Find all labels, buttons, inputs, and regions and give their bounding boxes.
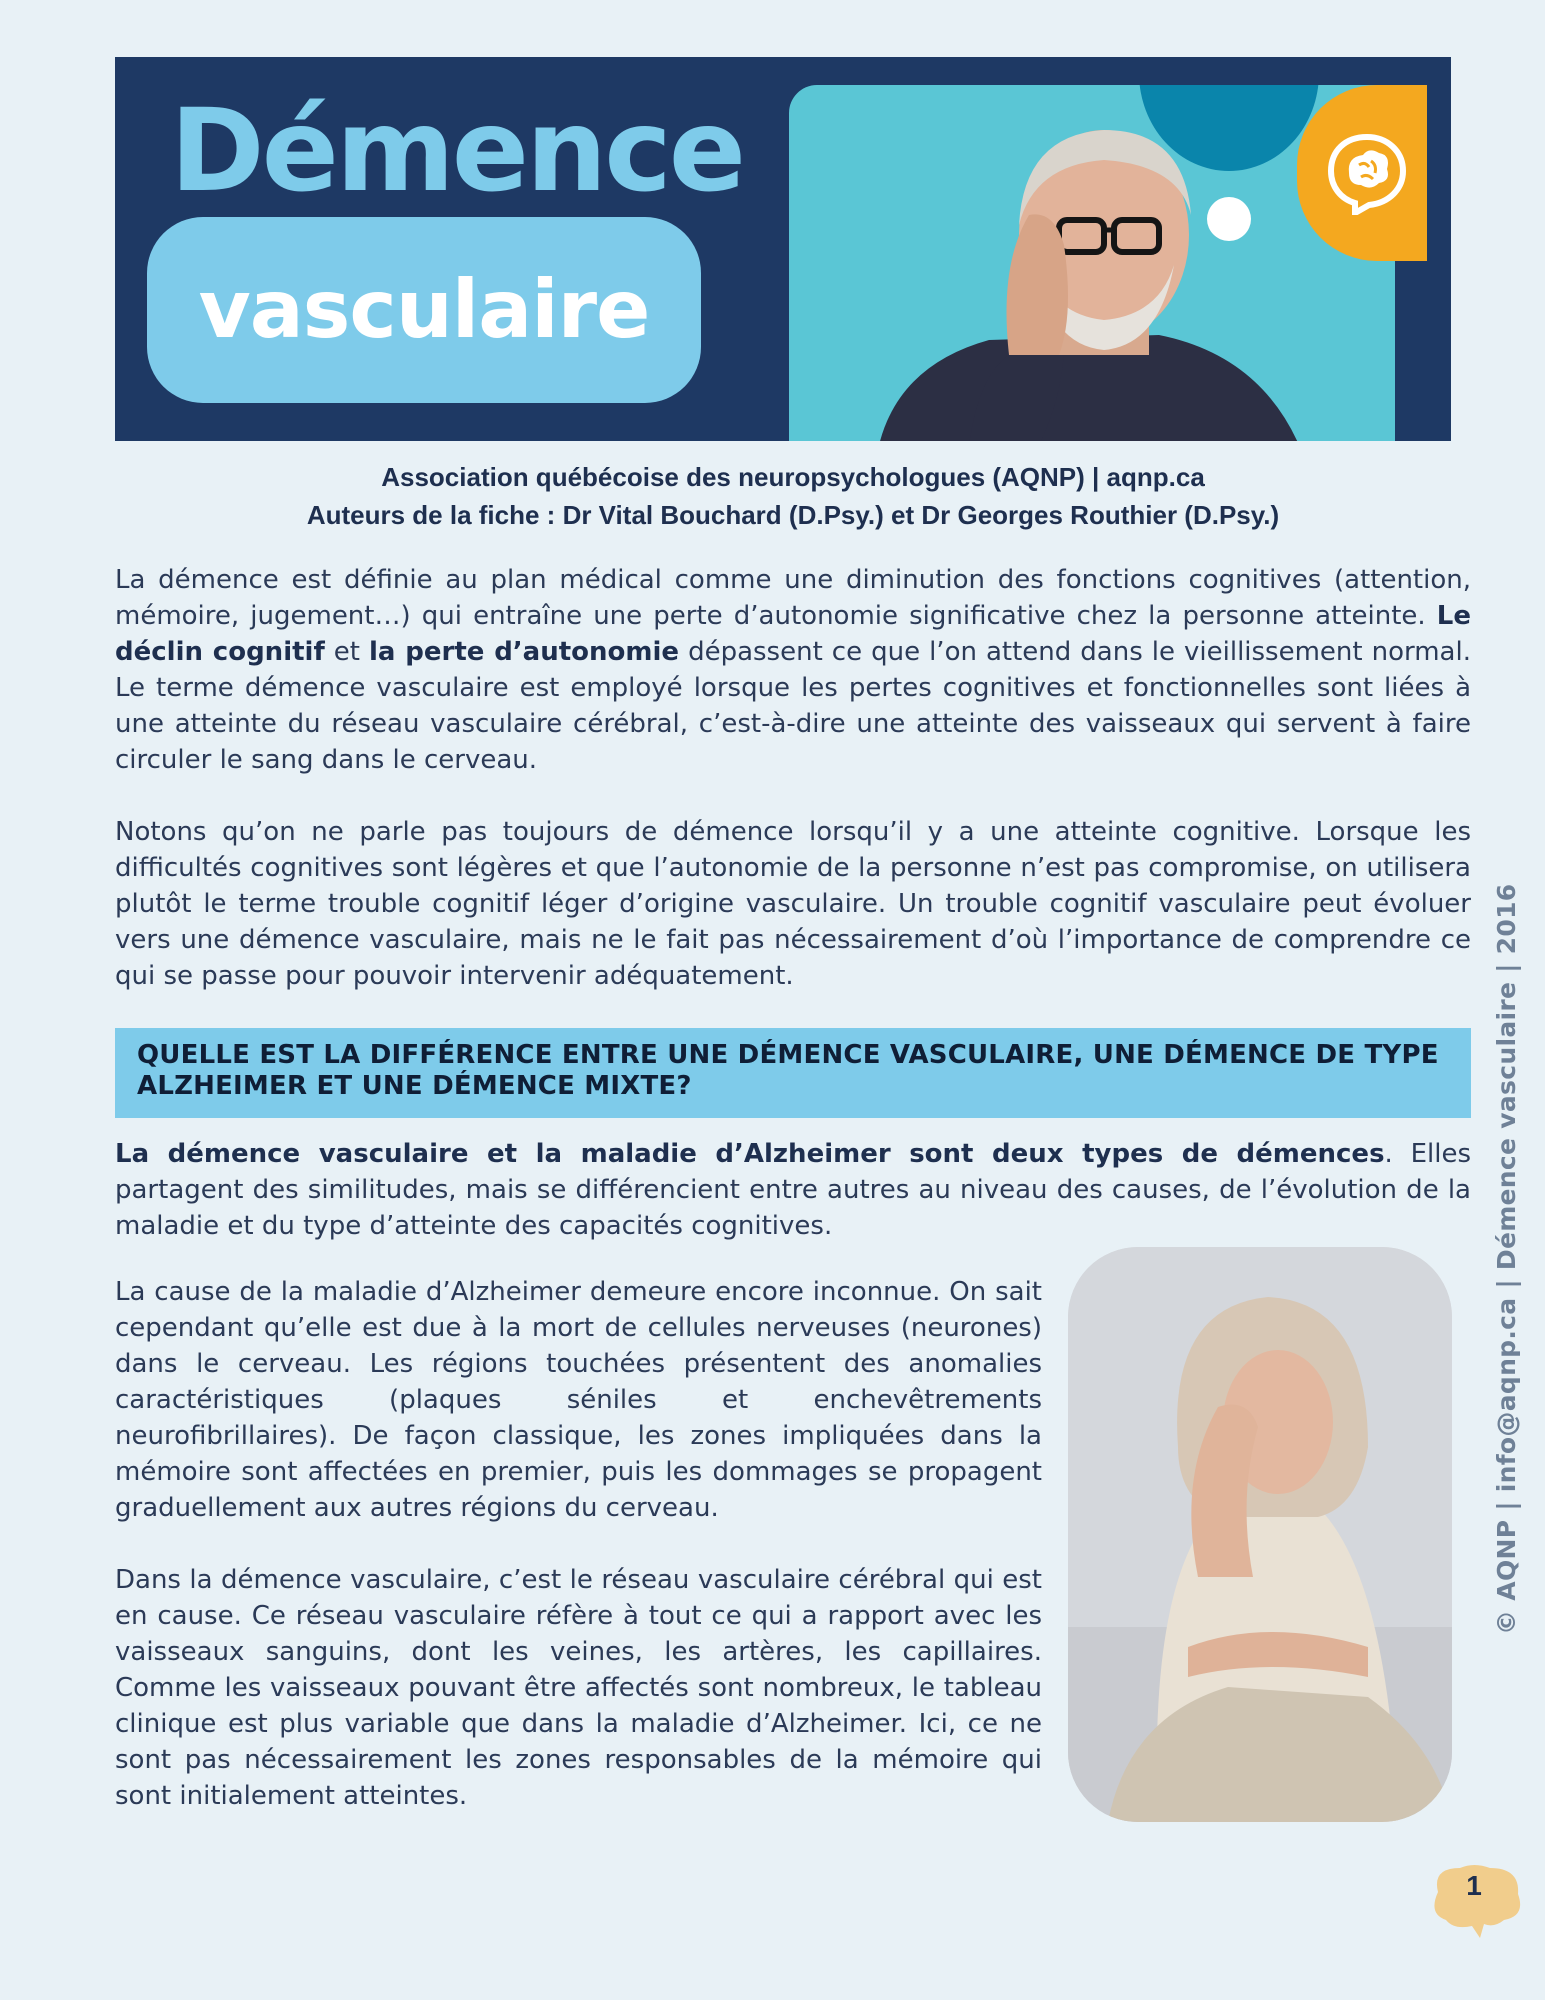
authors-line: Auteurs de la fiche : Dr Vital Bouchard (D.Psy.) et Dr Georges Routhier (D.Psy.) <box>306 500 1280 530</box>
section-paragraph-2: La cause de la maladie d’Alzheimer demeure encore inconnue. On sait cependant qu’elle est due à la mort de cellules nerveuses (neurones) dans le cerveau. Les régions touchées présentent des anomalies caractéristiques (plaques séniles et enchevêtrements neurofibrillaires). De façon classique, les zones impliquées dans la mémoire sont affectées en premier, puis les dommages se propagent graduellement aux autres régions du cerveau. <box>115 1277 1042 1523</box>
text-run: La démence est définie au plan médical comme une diminution des fonctions cognitives (attention, mémoire, jugement…) qui entraîne une perte d’autonomie significative chez la personne atteinte. <box>115 565 1471 631</box>
section-paragraph-1 <box>115 1136 1471 1244</box>
section-paragraph-3: Dans la démence vasculaire, c’est le réseau vasculaire cérébral qui est en cause. Ce réseau vasculaire réfère à tout ce qui a rapport avec les vaisseaux sanguins, dont les veines, les artères, les capillaires. Comme les vaisseaux pouvant être affectés sont nombreux, le tableau clinique est plus variable que dans la maladie d’Alzheimer. Ici, ce ne sont pas nécessairement les zones responsables de la mémoire qui sont initialement atteintes. <box>115 1565 1042 1811</box>
woman-photo <box>1068 1247 1452 1822</box>
bold-run: la perte d’autonomie <box>369 637 680 667</box>
woman-illustration <box>1068 1247 1452 1822</box>
text-run: dépassent ce que l’on attend dans le vieillissement normal. Le terme démence vasculaire est employé lorsque les pertes cognitives et fonctionnelles sont liées à une atteinte du réseau vasculaire cérébral, c’est-à-dire une atteinte des vaisseaux qui servent à faire circuler le sang dans le cerveau. <box>115 637 1471 775</box>
vertical-footer-text: © AQNP | info@aqnp.ca | Démence vasculaire | 2016 <box>1492 883 1521 1635</box>
title-line-2: vasculaire <box>198 263 650 356</box>
text-run: . Elles partagent des similitudes, mais se différencient entre autres au niveau des causes, de l’évolution de la maladie et du type d’atteinte des capacités cognitives. <box>115 1139 1471 1241</box>
brain-speech-bubble-icon <box>1325 131 1409 215</box>
title-pill <box>147 217 701 403</box>
bold-run: Le déclin cognitif <box>115 601 1471 667</box>
association-line: Association québécoise des neuropsychologues (AQNP) | aqnp.ca <box>381 462 1205 492</box>
page-number: 1 <box>1466 1870 1482 1901</box>
header-banner <box>115 57 1451 441</box>
section-heading: QUELLE EST LA DIFFÉRENCE ENTRE UNE DÉMENCE VASCULAIRE, UNE DÉMENCE DE TYPE ALZHEIMER ET UNE DÉMENCE MIXTE? <box>115 1028 1471 1118</box>
byline <box>115 458 1471 534</box>
intro-paragraph-1 <box>115 562 1471 778</box>
bold-run: La démence vasculaire et la maladie d’Alzheimer sont deux types de démences <box>115 1139 1385 1169</box>
title-line-1: Démence <box>170 84 744 217</box>
page-number-badge <box>1424 1862 1528 1942</box>
intro-paragraph-2: Notons qu’on ne parle pas toujours de démence lorsqu’il y a une atteinte cognitive. Lorsque les difficultés cognitives sont légères et que l’autonomie de la personne n’est pas compromise, on utilisera plutôt le terme trouble cognitif léger d’origine vasculaire. Un trouble cognitif vasculaire peut évoluer vers une démence vasculaire, mais ne le fait pas nécessairement d’où l’importance de comprendre ce qui se passe pour pouvoir intervenir adéquatement. <box>115 817 1471 991</box>
text-run: et <box>324 637 369 667</box>
